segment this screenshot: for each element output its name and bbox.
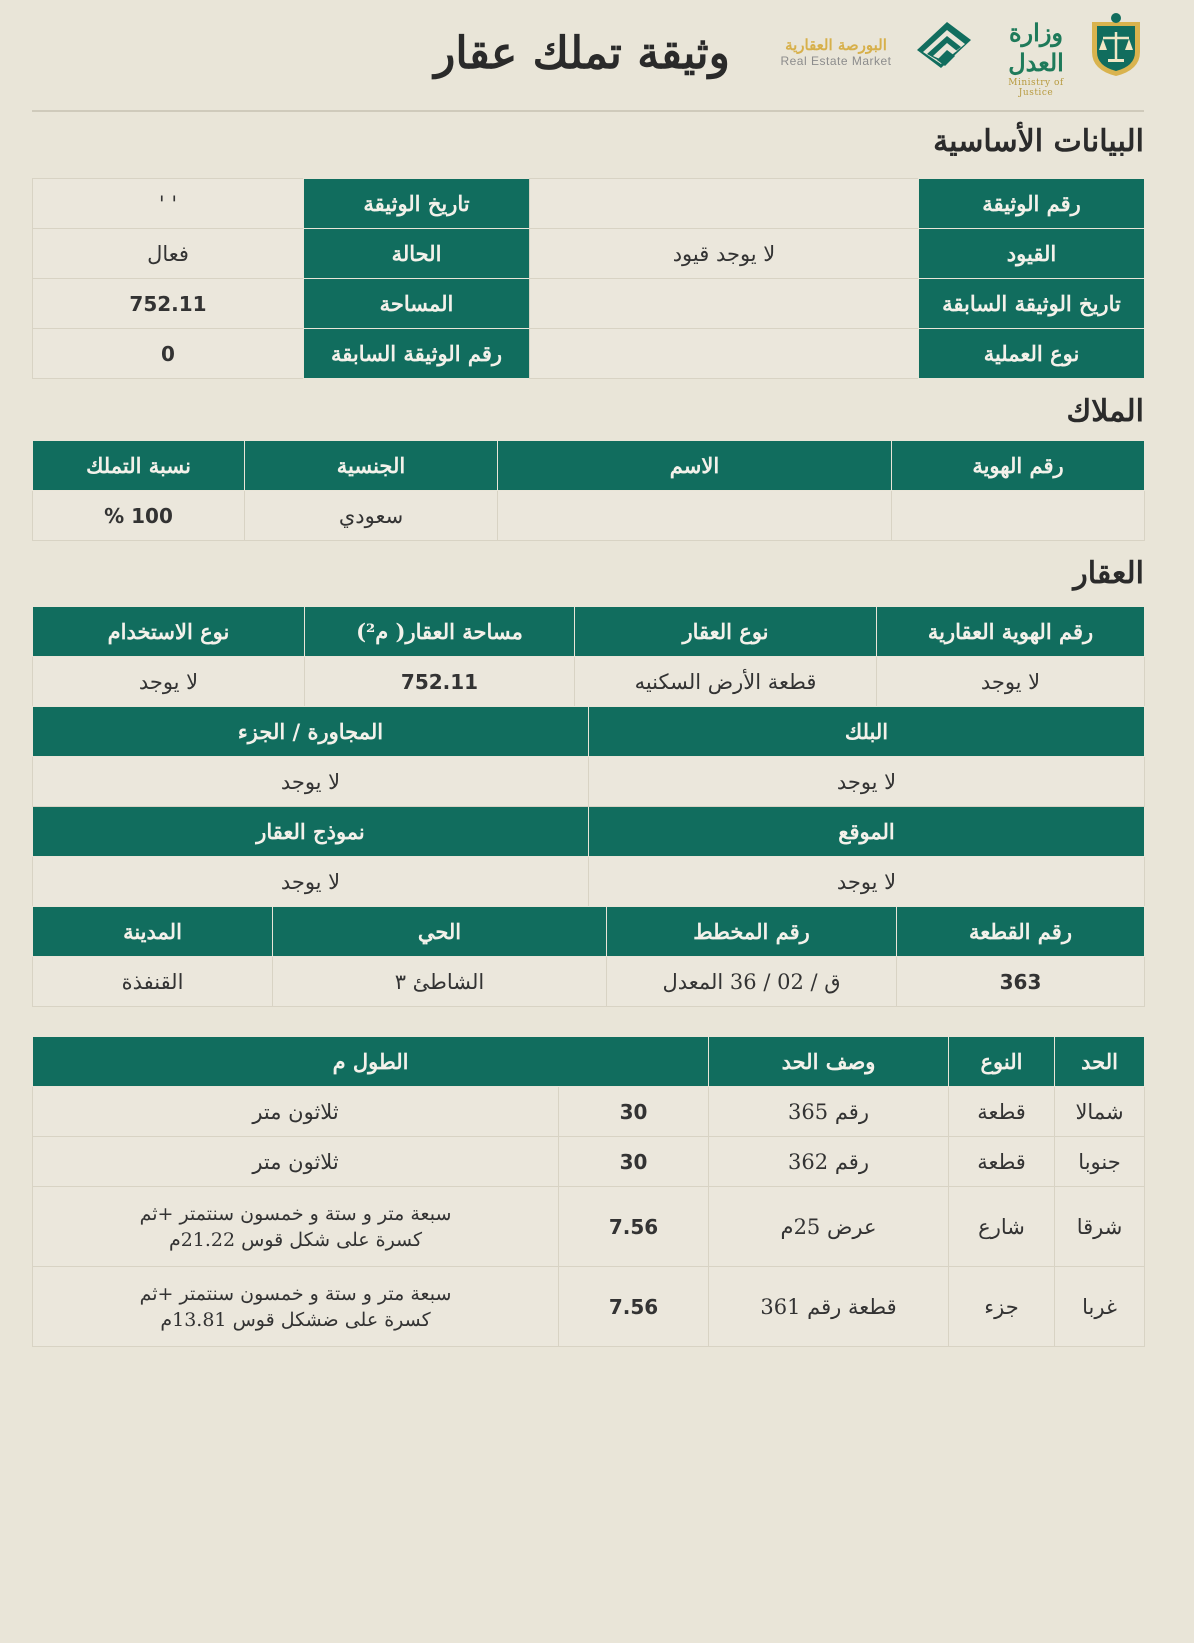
- table-cell: لا يوجد: [589, 857, 1145, 907]
- table-cell: غربا: [1055, 1267, 1145, 1347]
- column-header: رقم المخطط: [607, 907, 897, 957]
- basic-data-title: البيانات الأساسية: [933, 124, 1144, 159]
- label-cell: رقم الوثيقة السابقة: [304, 329, 530, 379]
- table-cell: 363: [897, 957, 1145, 1007]
- column-header: نسبة التملك: [33, 441, 245, 491]
- table-cell: 30: [559, 1137, 709, 1187]
- table-row: [33, 1187, 1145, 1267]
- table-cell: ثلاثون متر: [33, 1087, 559, 1137]
- table-cell: رقم 365: [709, 1087, 949, 1137]
- table-row: [33, 229, 1145, 279]
- value-cell: فعال: [33, 229, 304, 279]
- table-cell: شارع: [949, 1187, 1055, 1267]
- label-cell: رقم الوثيقة: [919, 179, 1145, 229]
- table-cell: جنوبا: [1055, 1137, 1145, 1187]
- table-header-row: [33, 441, 1145, 491]
- label-cell: نوع العملية: [919, 329, 1145, 379]
- value-cell: 752.11: [33, 279, 304, 329]
- column-header: رقم الهوية العقارية: [877, 607, 1145, 657]
- table-row: [33, 1137, 1145, 1187]
- table-cell: [892, 491, 1145, 541]
- property-table-main: [32, 606, 1145, 707]
- property-table-location: [32, 906, 1145, 1007]
- building-icon: [909, 10, 979, 80]
- table-cell: 7.56: [559, 1187, 709, 1267]
- column-header: وصف الحد: [709, 1037, 949, 1087]
- table-row: [33, 1267, 1145, 1347]
- table-cell: ق / 02 / 36 المعدل: [607, 957, 897, 1007]
- table-cell: سبعة متر و ستة و خمسون سنتمتر +ثم كسرة على شكل قوس 21.22م: [33, 1187, 559, 1267]
- table-cell: 7.56: [559, 1267, 709, 1347]
- table-header-row: [33, 707, 1145, 757]
- table-cell: لا يوجد: [33, 757, 589, 807]
- table-cell: قطعة: [949, 1137, 1055, 1187]
- table-cell: سبعة متر و ستة و خمسون سنتمتر +ثم كسرة على ضشكل قوس 13.81م: [33, 1267, 559, 1347]
- table-cell: لا يوجد: [33, 857, 589, 907]
- table-cell: لا يوجد: [589, 757, 1145, 807]
- table-header-row: [33, 907, 1145, 957]
- label-cell: المساحة: [304, 279, 530, 329]
- moj-name-en: Ministry of Justice: [1008, 78, 1064, 98]
- table-cell: قطعة: [949, 1087, 1055, 1137]
- table-cell: عرض 25م: [709, 1187, 949, 1267]
- table-header-row: [33, 807, 1145, 857]
- column-header: نوع الاستخدام: [33, 607, 305, 657]
- column-header: الاسم: [498, 441, 892, 491]
- table-row: [33, 179, 1145, 229]
- moj-name-ar: وزارة العدل: [1008, 18, 1064, 77]
- table-cell: القنفذة: [33, 957, 273, 1007]
- table-cell: الشاطئ ٣: [273, 957, 607, 1007]
- table-row: [33, 757, 1145, 807]
- table-cell: لا يوجد: [877, 657, 1145, 707]
- column-header: مساحة العقار( م²): [305, 607, 575, 657]
- table-cell: رقم 362: [709, 1137, 949, 1187]
- scales-emblem-icon: [1088, 12, 1144, 78]
- table-header-row: [33, 607, 1145, 657]
- table-row: [33, 279, 1145, 329]
- ministry-of-justice-logo: [994, 12, 1144, 98]
- table-row: [33, 657, 1145, 707]
- value-cell: [530, 329, 919, 379]
- owners-title: الملاك: [1066, 394, 1144, 429]
- rem-name-ar: البورصة العقارية: [785, 36, 887, 54]
- label-cell: الحالة: [304, 229, 530, 279]
- table-cell: 752.11: [305, 657, 575, 707]
- property-title: العقار: [1073, 556, 1144, 591]
- table-cell: 30: [559, 1087, 709, 1137]
- table-cell: لا يوجد: [33, 657, 305, 707]
- table-cell: جزء: [949, 1267, 1055, 1347]
- table-row: [33, 491, 1145, 541]
- rem-name-en: Real Estate Market: [780, 54, 892, 68]
- table-row: [33, 857, 1145, 907]
- basic-data-table: [32, 178, 1145, 379]
- value-cell: ' ': [33, 179, 304, 229]
- table-row: [33, 1087, 1145, 1137]
- value-cell: [530, 279, 919, 329]
- table-row: [33, 957, 1145, 1007]
- value-cell: لا يوجد قيود: [530, 229, 919, 279]
- table-cell: قطعة رقم 361: [709, 1267, 949, 1347]
- table-row: [33, 329, 1145, 379]
- table-cell: قطعة الأرض السكنيه: [575, 657, 877, 707]
- table-cell: شرقا: [1055, 1187, 1145, 1267]
- table-cell: شمالا: [1055, 1087, 1145, 1137]
- label-cell: تاريخ الوثيقة: [304, 179, 530, 229]
- document-header: [32, 0, 1144, 112]
- column-header: نموذج العقار: [33, 807, 589, 857]
- boundaries-table: [32, 1036, 1145, 1347]
- column-header: الحد: [1055, 1037, 1145, 1087]
- label-cell: تاريخ الوثيقة السابقة: [919, 279, 1145, 329]
- column-header: الموقع: [589, 807, 1145, 857]
- column-header: المدينة: [33, 907, 273, 957]
- value-cell: 0: [33, 329, 304, 379]
- property-table-block: [32, 706, 1145, 907]
- column-header: الطول م: [33, 1037, 709, 1087]
- document-title: وثيقة تملك عقار: [434, 28, 730, 79]
- owners-table: [32, 440, 1145, 541]
- document-page: [32, 0, 1144, 1331]
- column-header: رقم القطعة: [897, 907, 1145, 957]
- table-cell: ثلاثون متر: [33, 1137, 559, 1187]
- table-cell: 100 %: [33, 491, 245, 541]
- column-header: نوع العقار: [575, 607, 877, 657]
- value-cell: [530, 179, 919, 229]
- column-header: الجنسية: [245, 441, 498, 491]
- column-header: البلك: [589, 707, 1145, 757]
- column-header: المجاورة / الجزء: [33, 707, 589, 757]
- label-cell: القيود: [919, 229, 1145, 279]
- column-header: رقم الهوية: [892, 441, 1145, 491]
- table-cell: [498, 491, 892, 541]
- column-header: النوع: [949, 1037, 1055, 1087]
- table-header-row: [33, 1037, 1145, 1087]
- real-estate-market-logo: [769, 10, 979, 80]
- table-cell: سعودي: [245, 491, 498, 541]
- column-header: الحي: [273, 907, 607, 957]
